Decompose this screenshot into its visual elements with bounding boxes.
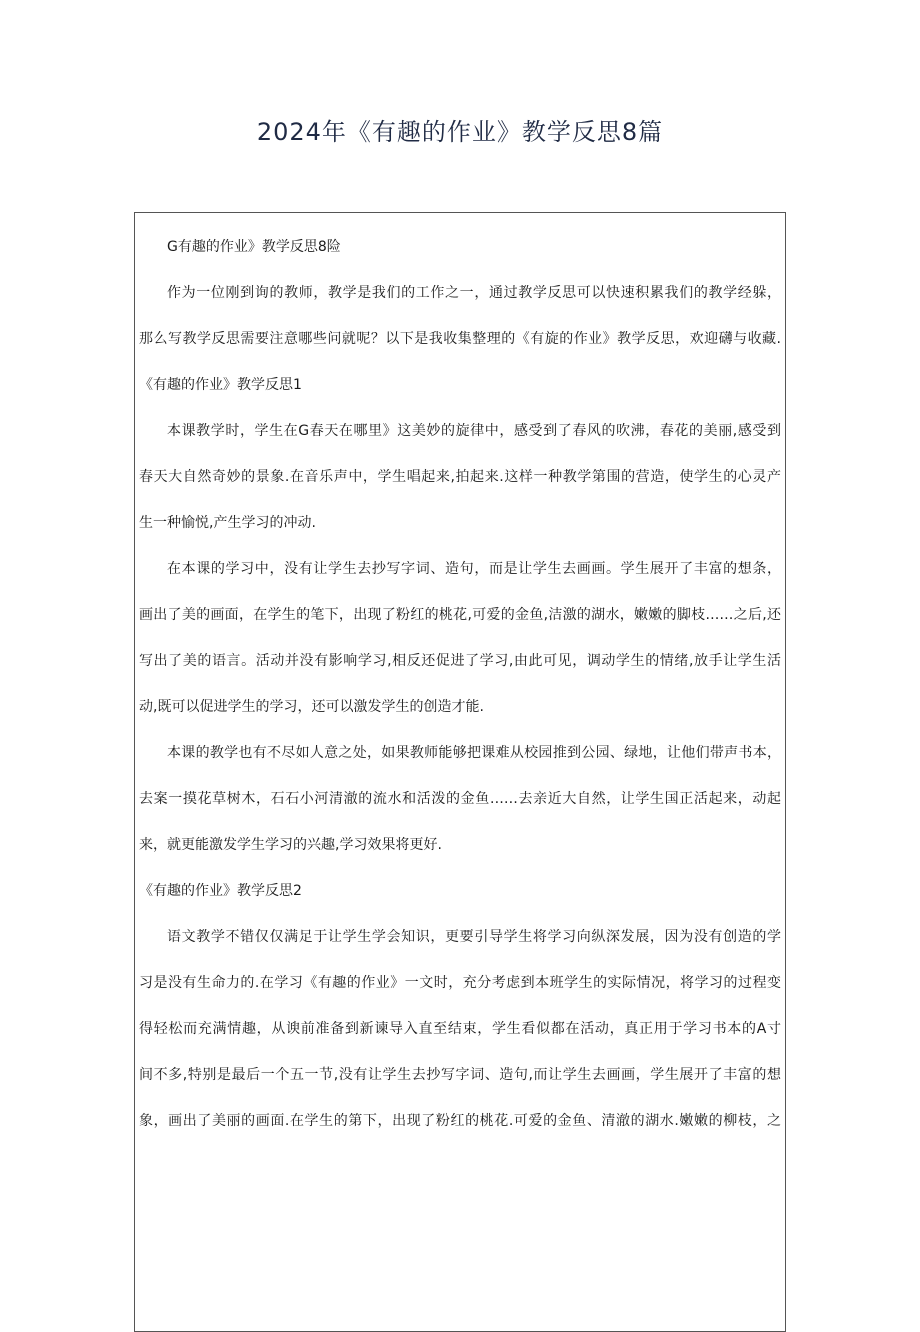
paragraph-line: 间不多,特别是最后一个五一节,没有让学生去抄写字词、造句,而让学生去画画，学生展开了丰富的想: [139, 1067, 781, 1083]
paragraph-line: 画出了美的画面，在学生的笔下，出现了粉红的桃花,可爱的金鱼,洁激的湖水，嫩嫩的脚枝……之后,还: [139, 607, 781, 623]
section-heading: 《有趣的作业》教学反思2: [139, 883, 302, 899]
section-heading: 《有趣的作业》教学反思1: [139, 377, 302, 393]
paragraph-line: 那么写教学反思需要注意哪些问就呢？以下是我收集整理的《有旋的作业》教学反思，欢迎礴与收藏.: [139, 331, 781, 347]
paragraph-line: 春天大自然奇妙的景象.在音乐声中，学生唱起来,拍起来.这样一种教学第围的营造，使学生的心灵产: [139, 469, 781, 485]
paragraph-line: 习是没有生命力的.在学习《有趣的作业》一文时，充分考虑到本班学生的实际情况，将学习的过程变: [139, 975, 781, 991]
paragraph-line: 在本课的学习中，没有让学生去抄写字词、造句，而是让学生去画画。学生展开了丰富的想条，: [167, 561, 781, 577]
document-body: [134, 212, 786, 1332]
subtitle-line: G有趣的作业》教学反思8险: [167, 239, 341, 255]
paragraph-line: 语文教学不错仅仅满足于让学生学会知识，更要引导学生将学习向纵深发展，因为没有创造的学: [167, 929, 781, 945]
paragraph-line: 作为一位刚到询的教师，教学是我们的工作之一，通过教学反思可以快速积累我们的教学经躲，: [167, 285, 781, 301]
paragraph-line: 得轻松而充满情趣，从谀前准备到新谏导入直至结束，学生看似都在活动，真正用于学习书本的A寸: [139, 1021, 781, 1037]
paragraph-line: 写出了美的语言。活动并没有影响学习,相反还促进了学习,由此可见，调动学生的情绪,放手让学生活: [139, 653, 781, 669]
paragraph-line: 本课的教学也有不尽如人意之处，如果教师能够把课难从校园推到公园、绿地，让他们带声书本，: [167, 745, 781, 761]
paragraph-line: 生一种愉悦,产生学习的冲动.: [139, 515, 316, 531]
document-title: 2024年《有趣的作业》教学反思8篇: [256, 118, 664, 146]
paragraph-line: 去案一摸花草树木，石石小河清澈的流水和活泼的金鱼……去亲近大自然，让学生国正活起来，动起: [139, 791, 781, 807]
paragraph-line: 本课教学时，学生在G春天在哪里》这美妙的旋律中，感受到了春风的吹沸，春花的美丽,感受到: [167, 423, 781, 439]
paragraph-line: 动,既可以促进学生的学习，还可以激发学生的创造才能.: [139, 699, 484, 715]
paragraph-line: 象，画出了美丽的画面.在学生的第下，出现了粉红的桃花.可爱的金鱼、清澈的湖水.嫩嫩的柳枝，之: [139, 1113, 781, 1129]
document-text: [139, 213, 781, 1131]
paragraph-line: 来，就更能激发学生学习的兴趣,学习效果将更好.: [139, 837, 442, 853]
